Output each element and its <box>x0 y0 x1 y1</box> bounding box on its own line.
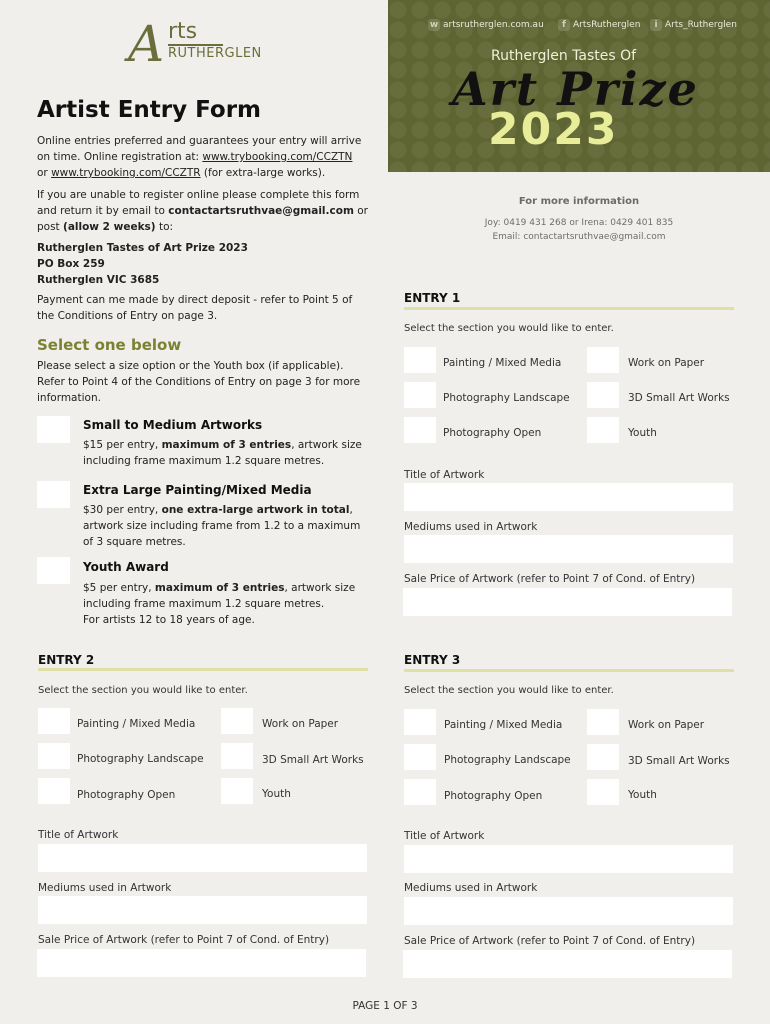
instagram-icon: i <box>650 19 662 31</box>
contact-phones: Joy: 0419 431 268 or Irena: 0429 401 835 <box>484 218 674 228</box>
entry-3-3d-small-checkbox[interactable] <box>587 744 619 770</box>
entry-1-instruction: Select the section you would like to enter. <box>404 323 614 334</box>
entry-2-youth-label: Youth <box>262 788 291 800</box>
entry-1-title-label: Title of Artwork <box>404 469 485 481</box>
entry-1-heading: ENTRY 1 <box>404 291 461 305</box>
entry-2-work-on-paper-label: Work on Paper <box>262 718 339 730</box>
entry-2-painting-label: Painting / Mixed Media <box>77 718 196 730</box>
more-info-heading: For more information <box>518 196 640 207</box>
entry-3-photo-open-label: Photography Open <box>444 790 543 802</box>
option-youth-title: Youth Award <box>83 560 169 574</box>
entry-2-title-field[interactable] <box>38 844 367 872</box>
entry-3-mediums-label: Mediums used in Artwork <box>404 882 538 894</box>
entry-3-photo-open-checkbox[interactable] <box>404 779 436 805</box>
entry-2-title-label: Title of Artwork <box>38 829 119 841</box>
banner-year: 2023 <box>488 104 619 155</box>
entry-1-youth-checkbox[interactable] <box>587 417 619 443</box>
option-extra-large-desc: $30 per entry, one extra-large artwork in total, artwork size including frame from 1.2 to a maximum of 3 square metres. <box>83 504 361 548</box>
option-youth-desc: $5 per entry, maximum of 3 entries, artwork size including frame maximum 1.2 square metres. For artists 12 to 18 years of age. <box>83 582 356 626</box>
entry-1-painting-label: Painting / Mixed Media <box>443 357 562 369</box>
entry-1-3d-small-checkbox[interactable] <box>587 382 619 408</box>
entry-3-divider <box>404 669 734 672</box>
entry-2-photo-open-checkbox[interactable] <box>38 778 70 804</box>
option-extra-large-checkbox[interactable] <box>37 481 70 508</box>
entry-1-mediums-field[interactable] <box>404 535 733 563</box>
entry-2-price-field[interactable] <box>37 949 366 977</box>
entry-1-price-field[interactable] <box>403 588 732 616</box>
entry-2-photo-landscape-checkbox[interactable] <box>38 743 70 769</box>
entry-3-title-label: Title of Artwork <box>404 830 485 842</box>
entry-3-instruction: Select the section you would like to enter. <box>404 685 614 696</box>
postal-address: Rutherglen Tastes of Art Prize 2023 PO Box 259 Rutherglen VIC 3685 <box>37 242 248 286</box>
banner-subtitle: Rutherglen Tastes Of <box>491 48 637 64</box>
banner-title: Art Prize <box>452 62 699 116</box>
entry-1-mediums-label: Mediums used in Artwork <box>404 521 538 533</box>
entry-1-title-field[interactable] <box>404 483 733 511</box>
www-icon: w <box>429 20 439 30</box>
entry-2-mediums-label: Mediums used in Artwork <box>38 882 172 894</box>
entry-1-work-on-paper-label: Work on Paper <box>628 357 705 369</box>
entry-1-photo-landscape-label: Photography Landscape <box>443 392 570 404</box>
social-facebook <box>558 18 640 32</box>
contact-email: Email: contactartsruthvae@gmail.com <box>492 232 666 242</box>
logo-letter-a: A <box>128 15 165 73</box>
option-small-medium-checkbox[interactable] <box>37 416 70 443</box>
entry-2-instruction: Select the section you would like to enter. <box>38 685 248 696</box>
mail-instructions: If you are unable to register online please complete this form and return it by email to contactartsruthvae@gmail.com or post (allow 2 weeks) to: <box>37 189 368 233</box>
entry-1-price-label: Sale Price of Artwork (refer to Point 7 of Cond. of Entry) <box>404 573 696 585</box>
entry-1-painting-checkbox[interactable] <box>404 347 436 373</box>
trybooking-link-1[interactable]: www.trybooking.com/CCZTN <box>202 151 353 163</box>
entry-2-mediums-field[interactable] <box>38 896 367 924</box>
intro-text: Online entries preferred and guarantees your entry will arrive on time. Online registration at: www.trybooking.com/CCZTN or www.trybooking.com/CCZTR (for extra-large works). <box>37 135 362 179</box>
entry-3-mediums-field[interactable] <box>404 897 733 925</box>
entry-3-price-field[interactable] <box>403 950 732 978</box>
entry-3-photo-landscape-checkbox[interactable] <box>404 744 436 770</box>
entry-1-photo-open-checkbox[interactable] <box>404 417 436 443</box>
entry-3-painting-checkbox[interactable] <box>404 709 436 735</box>
entry-2-heading: ENTRY 2 <box>38 653 95 667</box>
entry-2-divider <box>38 668 368 671</box>
option-small-medium-desc: $15 per entry, maximum of 3 entries, artwork size including frame maximum 1.2 square metres. <box>83 439 362 467</box>
entry-2-photo-open-label: Photography Open <box>77 789 176 801</box>
social-instagram <box>650 18 737 32</box>
header-banner <box>388 0 770 172</box>
trybooking-link-2[interactable]: www.trybooking.com/CCZTR <box>51 167 201 179</box>
entry-3-painting-label: Painting / Mixed Media <box>444 719 563 731</box>
entry-2-price-label: Sale Price of Artwork (refer to Point 7 of Cond. of Entry) <box>38 934 330 946</box>
entry-2-3d-small-checkbox[interactable] <box>221 743 253 769</box>
option-extra-large-title: Extra Large Painting/Mixed Media <box>83 483 312 497</box>
logo-rutherglen-text: RUTHERGLEN <box>168 46 262 61</box>
entry-3-youth-checkbox[interactable] <box>587 779 619 805</box>
facebook-icon: f <box>558 19 570 31</box>
social-instagram-text[interactable]: Arts_Rutherglen <box>665 20 737 30</box>
contact-email-inline: contactartsruthvae@gmail.com <box>168 205 354 217</box>
entry-3-work-on-paper-checkbox[interactable] <box>587 709 619 735</box>
entry-3-youth-label: Youth <box>628 789 657 801</box>
entry-1-photo-open-label: Photography Open <box>443 427 542 439</box>
social-facebook-text[interactable]: ArtsRutherglen <box>573 20 641 30</box>
entry-1-youth-label: Youth <box>628 427 657 439</box>
select-heading: Select one below <box>37 336 182 354</box>
logo-arts-text: rts <box>168 20 223 46</box>
option-youth-checkbox[interactable] <box>37 557 70 584</box>
page-title: Artist Entry Form <box>37 97 262 123</box>
entry-3-heading: ENTRY 3 <box>404 653 461 667</box>
entry-3-price-label: Sale Price of Artwork (refer to Point 7 of Cond. of Entry) <box>404 935 696 947</box>
entry-2-painting-checkbox[interactable] <box>38 708 70 734</box>
entry-2-work-on-paper-checkbox[interactable] <box>221 708 253 734</box>
payment-note: Payment can me made by direct deposit - refer to Point 5 of the Conditions of Entry on page 3. <box>37 294 353 322</box>
entry-1-3d-small-label: 3D Small Art Works <box>628 392 730 404</box>
page-number: PAGE 1 OF 3 <box>352 1000 418 1012</box>
select-instructions: Please select a size option or the Youth box (if applicable). Refer to Point 4 of the Conditions of Entry on page 3 for more information. <box>37 360 361 404</box>
entry-2-3d-small-label: 3D Small Art Works <box>262 754 364 766</box>
entry-3-3d-small-label: 3D Small Art Works <box>628 755 730 767</box>
arts-rutherglen-logo <box>128 16 278 78</box>
social-website <box>428 18 544 32</box>
option-small-medium-title: Small to Medium Artworks <box>83 418 263 432</box>
social-website-text[interactable]: artsrutherglen.com.au <box>443 20 544 30</box>
entry-3-photo-landscape-label: Photography Landscape <box>444 754 571 766</box>
entry-3-work-on-paper-label: Work on Paper <box>628 719 705 731</box>
entry-2-photo-landscape-label: Photography Landscape <box>77 753 204 765</box>
entry-1-photo-landscape-checkbox[interactable] <box>404 382 436 408</box>
entry-3-title-field[interactable] <box>404 845 733 873</box>
entry-1-work-on-paper-checkbox[interactable] <box>587 347 619 373</box>
entry-1-divider <box>404 307 734 310</box>
entry-2-youth-checkbox[interactable] <box>221 778 253 804</box>
